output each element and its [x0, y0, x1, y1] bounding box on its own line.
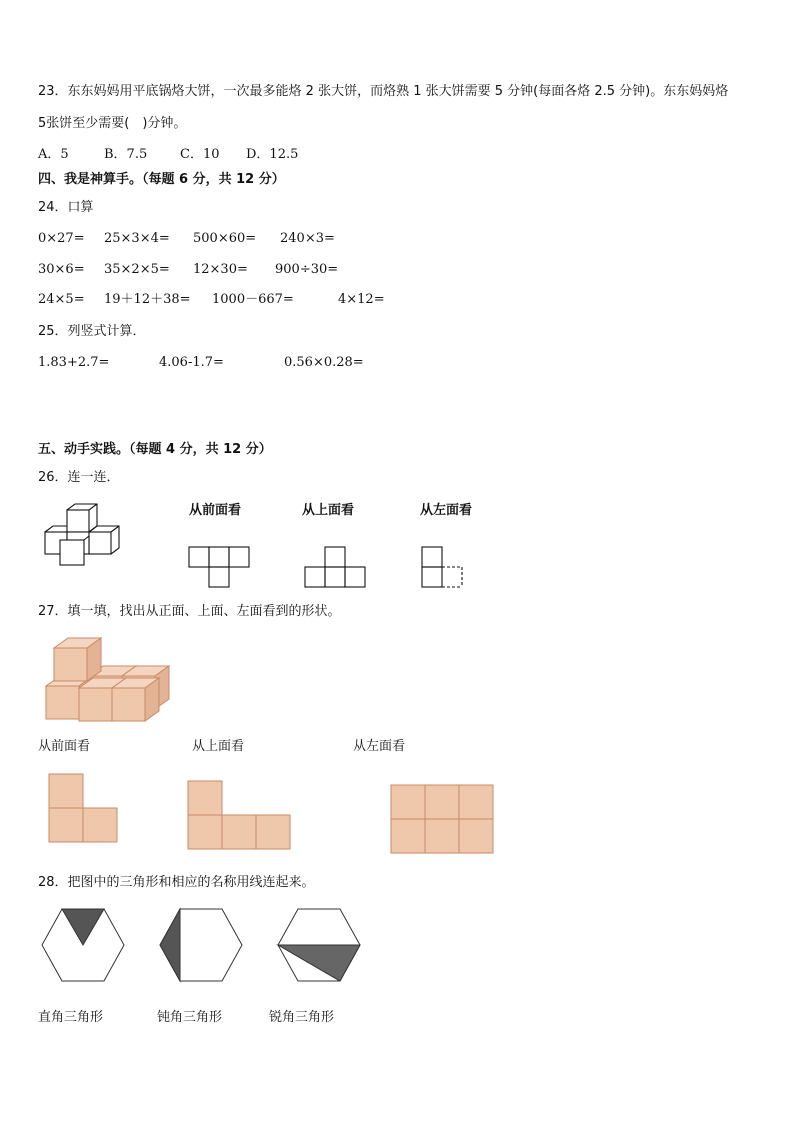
- q24-r2-c2: 35×2×5=: [104, 262, 170, 277]
- q26-shape-c[interactable]: [421, 546, 463, 588]
- view-square: [425, 785, 459, 819]
- q24-r2-c4: 900÷30=: [275, 262, 339, 277]
- view-square: [188, 815, 222, 849]
- q23-line2: 5张饼至少需要( )分钟。: [38, 116, 187, 131]
- q27-title: 27．填一填，找出从正面、上面、左面看到的形状。: [38, 604, 341, 619]
- q23-option-c[interactable]: C．10: [180, 147, 220, 162]
- q28-hexagon-1[interactable]: [40, 907, 126, 983]
- view-square: [425, 819, 459, 853]
- view-square: [49, 808, 83, 842]
- q24-r3-c4: 4×12=: [338, 292, 385, 307]
- cube: [112, 678, 159, 721]
- q28-title: 28．把图中的三角形和相应的名称用线连起来。: [38, 875, 315, 890]
- q26-title: 26．连一连．: [38, 470, 120, 485]
- q23-option-d[interactable]: D．12.5: [246, 147, 299, 162]
- q24-title: 24．口算: [38, 200, 94, 215]
- q27-shape-top[interactable]: [187, 780, 293, 852]
- section4-title: 四、我是神算手。（每题 6 分，共 12 分）: [38, 172, 285, 187]
- q25-item-2: 4.06-1.7=: [159, 355, 224, 370]
- q23-option-b[interactable]: B．7.5: [104, 147, 148, 162]
- view-square: [83, 808, 117, 842]
- q26-shape-a[interactable]: [188, 546, 250, 588]
- q24-r3-c2: 19＋12＋38=: [104, 292, 191, 307]
- q27-shape-left[interactable]: [390, 784, 496, 852]
- q28-hexagon-3[interactable]: [276, 907, 362, 983]
- q24-r1-c2: 25×3×4=: [104, 231, 170, 246]
- view-square: [256, 815, 290, 849]
- q26-cube-figure: [42, 503, 122, 569]
- q25-title: 25．列竖式计算．: [38, 324, 146, 339]
- q27-view-top: 从上面看: [192, 739, 245, 754]
- q28-name-right[interactable]: 直角三角形: [38, 1010, 104, 1025]
- q27-view-front: 从前面看: [38, 739, 91, 754]
- q28-name-obtuse[interactable]: 钝角三角形: [157, 1010, 223, 1025]
- q23-line1: 23．东东妈妈用平底锅烙大饼，一次最多能烙 2 张大饼，而烙熟 1 张大饼需要 5 分钟(每面各烙 2.5 分钟)。东东妈妈烙: [38, 84, 729, 99]
- q28-name-acute[interactable]: 锐角三角形: [269, 1010, 335, 1025]
- q25-item-3: 0.56×0.28=: [284, 355, 364, 370]
- q24-r3-c1: 24×5=: [38, 292, 85, 307]
- cube: [54, 638, 101, 681]
- q24-r2-c3: 12×30=: [193, 262, 248, 277]
- section5-title: 五、动手实践。（每题 4 分，共 12 分）: [38, 442, 272, 457]
- q24-r3-c3: 1000－667=: [212, 292, 294, 307]
- view-square: [188, 781, 222, 815]
- q25-item-1: 1.83+2.7=: [38, 355, 110, 370]
- q26-view-front: 从前面看: [189, 503, 242, 518]
- q24-r2-c1: 30×6=: [38, 262, 85, 277]
- q26-view-left: 从左面看: [420, 503, 473, 518]
- view-square: [459, 819, 493, 853]
- q27-cube-figure: [44, 636, 170, 724]
- q24-r1-c4: 240×3=: [280, 231, 335, 246]
- q23-option-a[interactable]: A．5: [38, 147, 69, 162]
- q24-r1-c1: 0×27=: [38, 231, 85, 246]
- q26-view-top: 从上面看: [302, 503, 355, 518]
- q27-view-left: 从左面看: [353, 739, 406, 754]
- q24-r1-c3: 500×60=: [193, 231, 257, 246]
- view-square: [459, 785, 493, 819]
- view-square: [391, 819, 425, 853]
- q26-shape-b[interactable]: [304, 546, 366, 588]
- q27-shape-front[interactable]: [48, 773, 118, 849]
- view-square: [391, 785, 425, 819]
- view-square: [49, 774, 83, 808]
- q28-hexagon-2[interactable]: [158, 907, 244, 983]
- view-square: [222, 815, 256, 849]
